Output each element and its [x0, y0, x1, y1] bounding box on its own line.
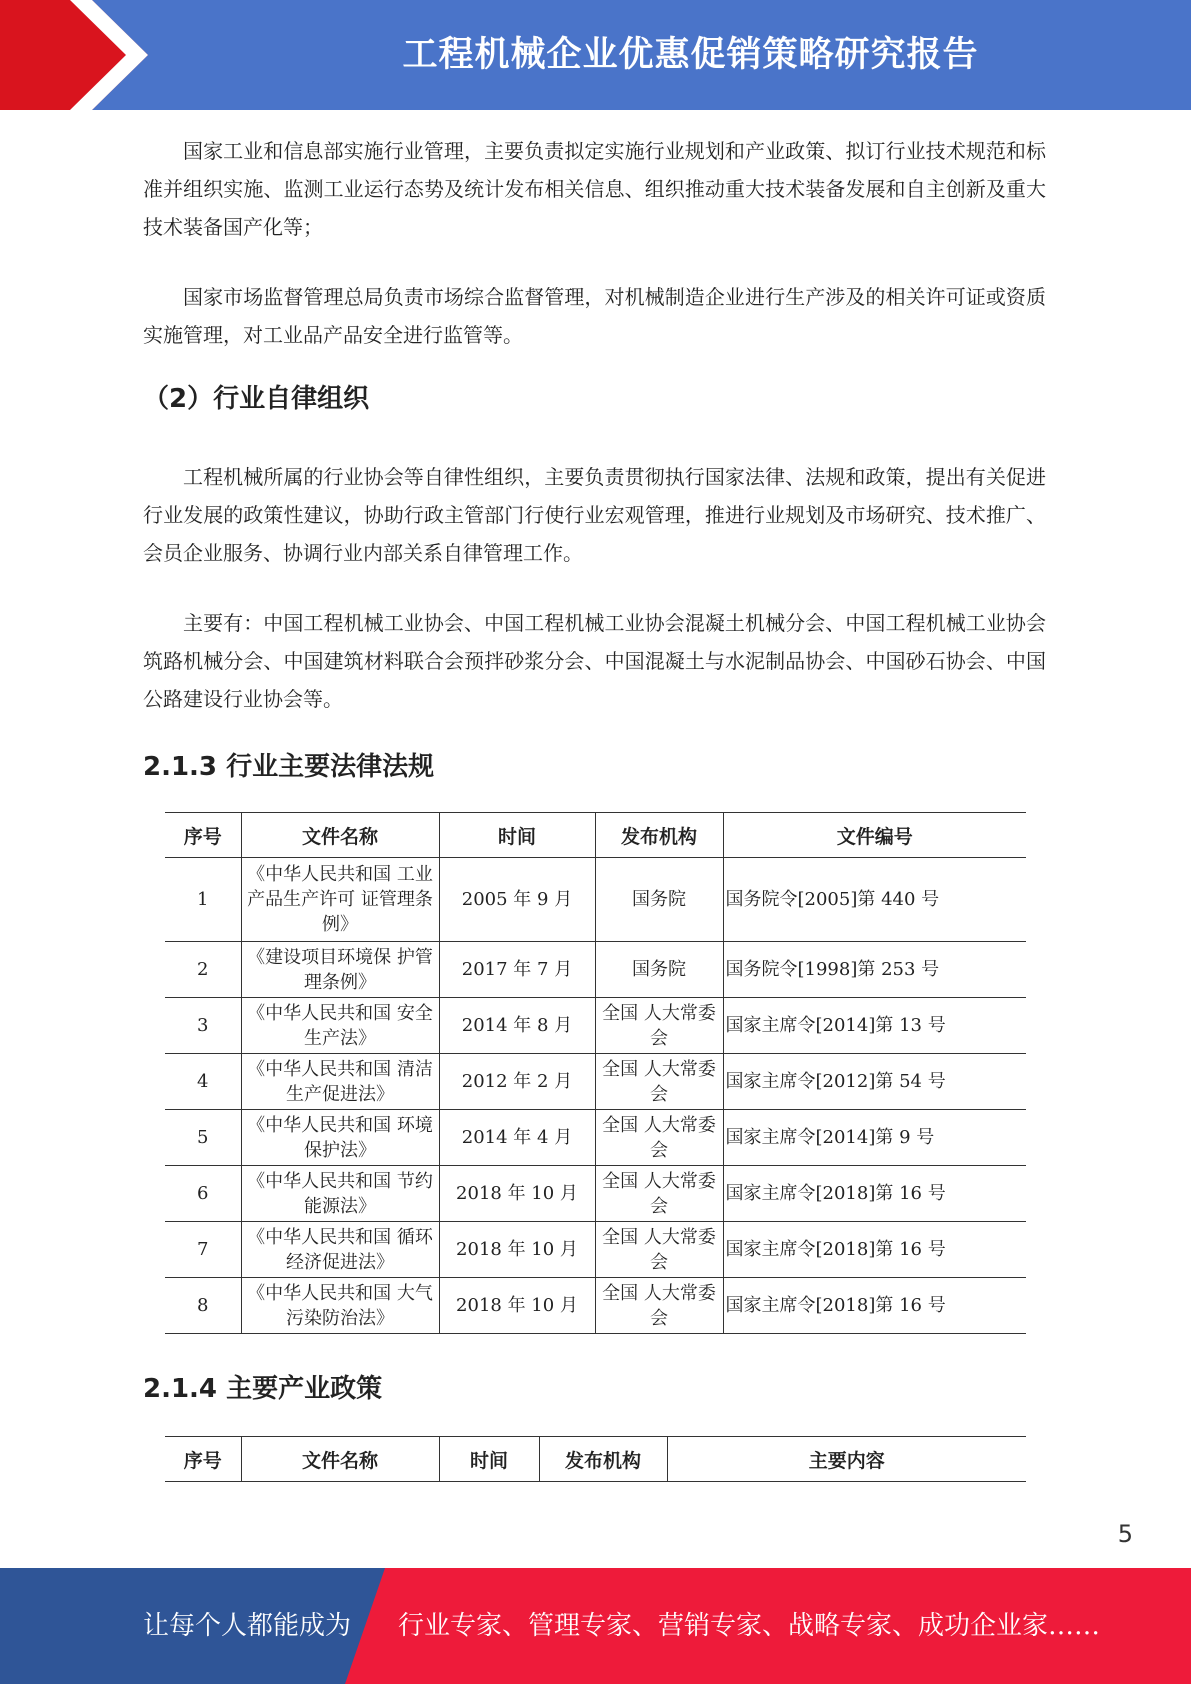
cell-index: 4: [165, 1054, 241, 1110]
table-row: [165, 942, 1026, 998]
report-title: 工程机械企业优惠促销策略研究报告: [402, 35, 979, 75]
table-row: [165, 1110, 1026, 1166]
cell-date: 2005 年 9 月: [439, 858, 595, 942]
cell-index: 2: [165, 942, 241, 998]
table-row: [165, 858, 1026, 942]
table-row: [165, 998, 1026, 1054]
cell-date: 2012 年 2 月: [439, 1054, 595, 1110]
cell-doc-number: 国家主席令[2012]第 54 号: [723, 1054, 1026, 1110]
cell-index: 5: [165, 1110, 241, 1166]
cell-date: 2018 年 10 月: [439, 1278, 595, 1334]
cell-doc-number: 国务院令[2005]第 440 号: [723, 858, 1026, 942]
cell-name: 《中华人民共和国 清洁生产促进法》: [241, 1054, 439, 1110]
cell-index: 8: [165, 1278, 241, 1334]
laws-table: [165, 812, 1026, 1334]
cell-name: 《中华人民共和国 大气污染防治法》: [241, 1278, 439, 1334]
paragraph-miit: 国家工业和信息部实施行业管理，主要负责拟定实施行业规划和产业政策、拟订行业技术规范和标准并组织实施、监测工业运行态势及统计发布相关信息、组织推动重大技术装备发展和自主创新及重大技术装备国产化等；: [143, 139, 1046, 239]
table-header-row: [165, 813, 1026, 858]
section-heading-laws: 2.1.3 行业主要法律法规: [143, 752, 435, 782]
cell-index: 1: [165, 858, 241, 942]
col-header-doc-number: 文件编号: [723, 813, 1026, 858]
page-header: [0, 0, 1191, 110]
table-header-row: [165, 1437, 1026, 1482]
cell-issuer: 国务院: [595, 858, 723, 942]
cell-issuer: 全国 人大常委会: [595, 1166, 723, 1222]
cell-date: 2014 年 4 月: [439, 1110, 595, 1166]
cell-doc-number: 国家主席令[2018]第 16 号: [723, 1222, 1026, 1278]
col-header-index: 序号: [165, 1437, 241, 1482]
cell-date: 2018 年 10 月: [439, 1222, 595, 1278]
header-arrow-decoration: [0, 0, 240, 110]
cell-name: 《建设项目环境保 护管理条例》: [241, 942, 439, 998]
cell-doc-number: 国务院令[1998]第 253 号: [723, 942, 1026, 998]
cell-name: 《中华人民共和国 节约能源法》: [241, 1166, 439, 1222]
col-header-issuer: 发布机构: [595, 813, 723, 858]
cell-issuer: 国务院: [595, 942, 723, 998]
cell-name: 《中华人民共和国 工业产品生产许可 证管理条例》: [241, 858, 439, 942]
cell-date: 2018 年 10 月: [439, 1166, 595, 1222]
cell-name: 《中华人民共和国 环境保护法》: [241, 1110, 439, 1166]
cell-name: 《中华人民共和国 安全生产法》: [241, 998, 439, 1054]
cell-index: 7: [165, 1222, 241, 1278]
cell-date: 2017 年 7 月: [439, 942, 595, 998]
col-header-name: 文件名称: [241, 813, 439, 858]
table-row: [165, 1222, 1026, 1278]
cell-issuer: 全国 人大常委会: [595, 1054, 723, 1110]
footer-slogan-left: 让每个人都能成为: [143, 1611, 352, 1641]
paragraph-associations: 工程机械所属的行业协会等自律性组织，主要负责贯彻执行国家法律、法规和政策，提出有关促进行业发展的政策性建议，协助行政主管部门行使行业宏观管理，推进行业规划及市场研究、技术推广、会员企业服务、协调行业内部关系自律管理工作。: [143, 465, 1046, 565]
subheading-self-regulation: （2）行业自律组织: [143, 384, 370, 414]
paragraph-samr: 国家市场监督管理总局负责市场综合监督管理，对机械制造企业进行生产涉及的相关许可证或资质实施管理，对工业品产品安全进行监管等。: [143, 285, 1046, 347]
cell-date: 2014 年 8 月: [439, 998, 595, 1054]
cell-issuer: 全国 人大常委会: [595, 998, 723, 1054]
cell-doc-number: 国家主席令[2014]第 9 号: [723, 1110, 1026, 1166]
col-header-date: 时间: [439, 1437, 539, 1482]
paragraph-association-list: 主要有：中国工程机械工业协会、中国工程机械工业协会混凝土机械分会、中国工程机械工业协会筑路机械分会、中国建筑材料联合会预拌砂浆分会、中国混凝土与水泥制品协会、中国砂石协会、中国公路建设行业协会等。: [143, 611, 1046, 711]
col-header-index: 序号: [165, 813, 241, 858]
table-row: [165, 1278, 1026, 1334]
table-row: [165, 1166, 1026, 1222]
cell-issuer: 全国 人大常委会: [595, 1110, 723, 1166]
cell-issuer: 全国 人大常委会: [595, 1278, 723, 1334]
policies-table: [165, 1436, 1026, 1482]
cell-doc-number: 国家主席令[2018]第 16 号: [723, 1278, 1026, 1334]
footer-slogan-right: 行业专家、管理专家、营销专家、战略专家、成功企业家……: [398, 1611, 1101, 1641]
page-number: 5: [1117, 1520, 1133, 1548]
section-heading-policies: 2.1.4 主要产业政策: [143, 1374, 383, 1404]
cell-doc-number: 国家主席令[2018]第 16 号: [723, 1166, 1026, 1222]
col-header-issuer: 发布机构: [539, 1437, 667, 1482]
cell-issuer: 全国 人大常委会: [595, 1222, 723, 1278]
cell-doc-number: 国家主席令[2014]第 13 号: [723, 998, 1026, 1054]
col-header-date: 时间: [439, 813, 595, 858]
cell-name: 《中华人民共和国 循环经济促进法》: [241, 1222, 439, 1278]
cell-index: 3: [165, 998, 241, 1054]
col-header-main-content: 主要内容: [667, 1437, 1026, 1482]
col-header-name: 文件名称: [241, 1437, 439, 1482]
cell-index: 6: [165, 1166, 241, 1222]
table-row: [165, 1054, 1026, 1110]
page-footer: [0, 1568, 1191, 1684]
